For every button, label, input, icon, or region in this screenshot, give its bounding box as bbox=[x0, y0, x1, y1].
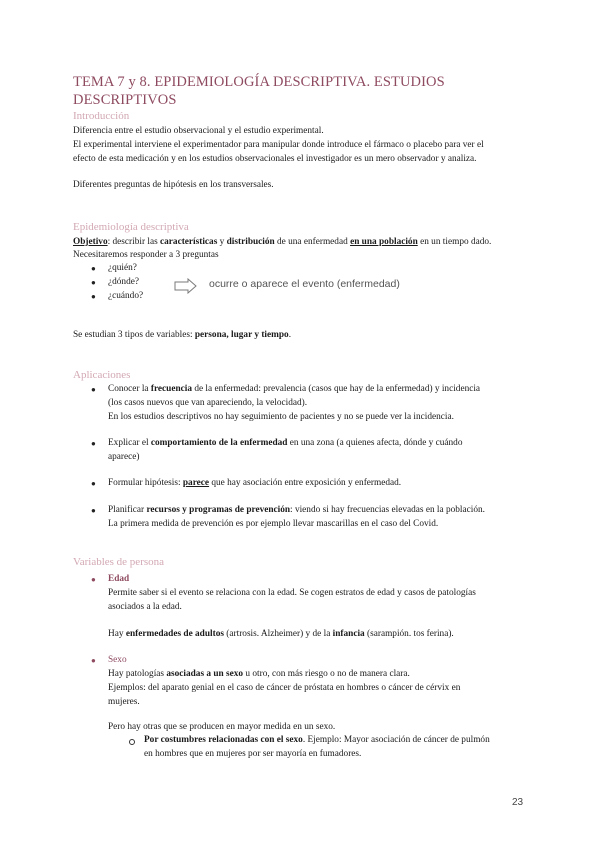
intro-line-2: El experimental interviene el experimentador para manipular donde introduce el fármaco o placebo para ver el bbox=[73, 140, 484, 150]
aplicacion-1-line-3: En los estudios descriptivos no hay seguimiento de pacientes y no se puede ver la incidencia. bbox=[108, 412, 454, 422]
intro-line-4: Diferentes preguntas de hipótesis en los transversales. bbox=[73, 180, 274, 190]
heading-aplicaciones: Aplicaciones bbox=[73, 369, 131, 381]
aplicacion-4-text-1: Planificar bbox=[108, 505, 147, 515]
objetivo-text-4: en un tiempo dado. bbox=[417, 237, 492, 247]
bullet-icon: ● bbox=[91, 575, 96, 584]
aplicacion-1-line-2: (los casos nuevos que van apareciendo, la velocidad). bbox=[108, 398, 308, 408]
heading-epidemiologia-descriptiva: Epidemiología descriptiva bbox=[73, 221, 189, 233]
aplicacion-4-text-2: : viendo si hay frecuencias elevadas en la población. bbox=[290, 505, 485, 515]
aplicacion-2-text-1: Explicar el bbox=[108, 438, 151, 448]
costumbres-line-1 bbox=[144, 735, 490, 745]
aplicacion-3-text-2: que hay asociación entre exposición y enfermedad. bbox=[209, 478, 402, 488]
edad-ejemplos-line bbox=[108, 629, 454, 639]
objetivo-text-3: de una enfermedad bbox=[274, 237, 351, 247]
pero-line: Pero hay otras que se producen en mayor medida en un sexo. bbox=[108, 722, 336, 732]
heading-introduccion: Introducción bbox=[73, 110, 130, 122]
aplicacion-4-line-2: La primera medida de prevención es por ejemplo llevar mascarillas en el caso del Covid. bbox=[108, 519, 439, 529]
edad-subheading bbox=[108, 574, 129, 584]
aplicacion-1-bold: frecuencia bbox=[150, 384, 192, 394]
bullet-icon: ● bbox=[91, 479, 96, 488]
bullet-icon: ● bbox=[91, 385, 96, 394]
bullet-icon: ● bbox=[91, 506, 96, 515]
bullet-icon: ● bbox=[91, 264, 96, 273]
variables-bold: persona, lugar y tiempo bbox=[194, 330, 289, 340]
hay-text-3: (sarampión. tos ferina). bbox=[364, 629, 454, 639]
aplicacion-4-bold: recursos y programas de prevención bbox=[146, 505, 291, 515]
bullet-icon: ● bbox=[91, 656, 96, 665]
edad-line-1: Permite saber si el evento se relaciona con la edad. Se cogen estratos de edad y casos de patologías bbox=[108, 588, 476, 598]
sexo-line-2: Ejemplos: del aparato genial en el caso de cáncer de próstata en hombres o cáncer de cérvix en bbox=[108, 683, 461, 693]
edad-label: Edad bbox=[108, 574, 130, 584]
aplicacion-2-line-2: aparece) bbox=[108, 452, 140, 462]
bullet-icon: ● bbox=[91, 278, 96, 287]
objetivo-line bbox=[73, 237, 491, 247]
hay-bold-infancia: infancia bbox=[332, 629, 365, 639]
aplicacion-2-bold: comportamiento de la enfermedad bbox=[150, 438, 288, 448]
bullet-icon: ● bbox=[91, 439, 96, 448]
sexo-text-2: u otro, con más riesgo o no de manera clara. bbox=[243, 669, 410, 679]
variables-text-2: . bbox=[288, 330, 292, 340]
sexo-text-1: Hay patologías bbox=[108, 669, 167, 679]
aplicacion-4-line-1 bbox=[108, 505, 485, 515]
costumbres-text: . Ejemplo: Mayor asociación de cáncer de pulmón bbox=[302, 735, 490, 745]
variables-line bbox=[73, 330, 291, 340]
hay-text-2: (artrosis. Alzheimer) y de la bbox=[223, 629, 333, 639]
question-donde: ¿dónde? bbox=[108, 277, 139, 287]
aplicacion-2-line-1 bbox=[108, 438, 462, 448]
aplicacion-2-text-2: en una zona (a quienes afecta, dónde y cuándo bbox=[287, 438, 463, 448]
aplicacion-1-text-2: de la enfermedad: prevalencia (casos que hay de la enfermedad) y incidencia bbox=[192, 384, 481, 394]
objetivo-label: Objetivo bbox=[73, 237, 108, 247]
variables-text-1: Se estudian 3 tipos de variables: bbox=[73, 330, 195, 340]
sexo-bold: asociadas a un sexo bbox=[166, 669, 244, 679]
costumbres-bold: Por costumbres relacionadas con el sexo bbox=[144, 735, 303, 745]
edad-line-2: asociados a la edad. bbox=[108, 602, 182, 612]
aplicacion-1-line-1 bbox=[108, 384, 480, 394]
intro-line-3: efecto de esta medicación y en los estudios observacionales el investigador es un mero observador y analiza. bbox=[73, 154, 477, 164]
necesitaremos-line: Necesitaremos responder a 3 preguntas bbox=[73, 250, 219, 260]
objetivo-bold-distribucion: distribución bbox=[226, 237, 275, 247]
question-cuando: ¿cuándo? bbox=[108, 291, 144, 301]
objetivo-text-2: y bbox=[217, 237, 227, 247]
hollow-bullet-icon bbox=[129, 739, 135, 745]
page-title-line-2: DESCRIPTIVOS bbox=[73, 92, 177, 108]
objetivo-bold-caracteristicas: características bbox=[160, 237, 218, 247]
aplicacion-3-bold: parece bbox=[182, 478, 210, 488]
question-quien: ¿quién? bbox=[108, 263, 137, 273]
hay-bold-adultos: enfermedades de adultos bbox=[125, 629, 224, 639]
aplicacion-3-line bbox=[108, 478, 401, 488]
heading-variables-persona: Variables de persona bbox=[73, 556, 165, 568]
preguntas-annotation: ocurre o aparece el evento (enfermedad) bbox=[209, 278, 400, 290]
aplicacion-1-text-1: Conocer la bbox=[108, 384, 151, 394]
aplicacion-3-text-1: Formular hipótesis: bbox=[108, 478, 183, 488]
arrow-right-icon bbox=[174, 278, 198, 294]
hay-text-1: Hay bbox=[108, 629, 126, 639]
sexo-line-1 bbox=[108, 669, 410, 679]
sexo-subheading: Sexo bbox=[108, 655, 127, 665]
objetivo-text-1: : describir las bbox=[107, 237, 161, 247]
objetivo-bold-poblacion: en una población bbox=[350, 237, 418, 247]
page-title-line-1: TEMA 7 y 8. EPIDEMIOLOGÍA DESCRIPTIVA. ESTUDIOS bbox=[73, 74, 445, 90]
sexo-line-3: mujeres. bbox=[108, 697, 140, 707]
intro-line-1: Diferencia entre el estudio observacional y el estudio experimental. bbox=[73, 126, 324, 136]
bullet-icon: ● bbox=[91, 292, 96, 301]
costumbres-line-2: en hombres que en mujeres por ser mayoría en fumadores. bbox=[144, 749, 362, 759]
page-number: 23 bbox=[512, 797, 524, 808]
